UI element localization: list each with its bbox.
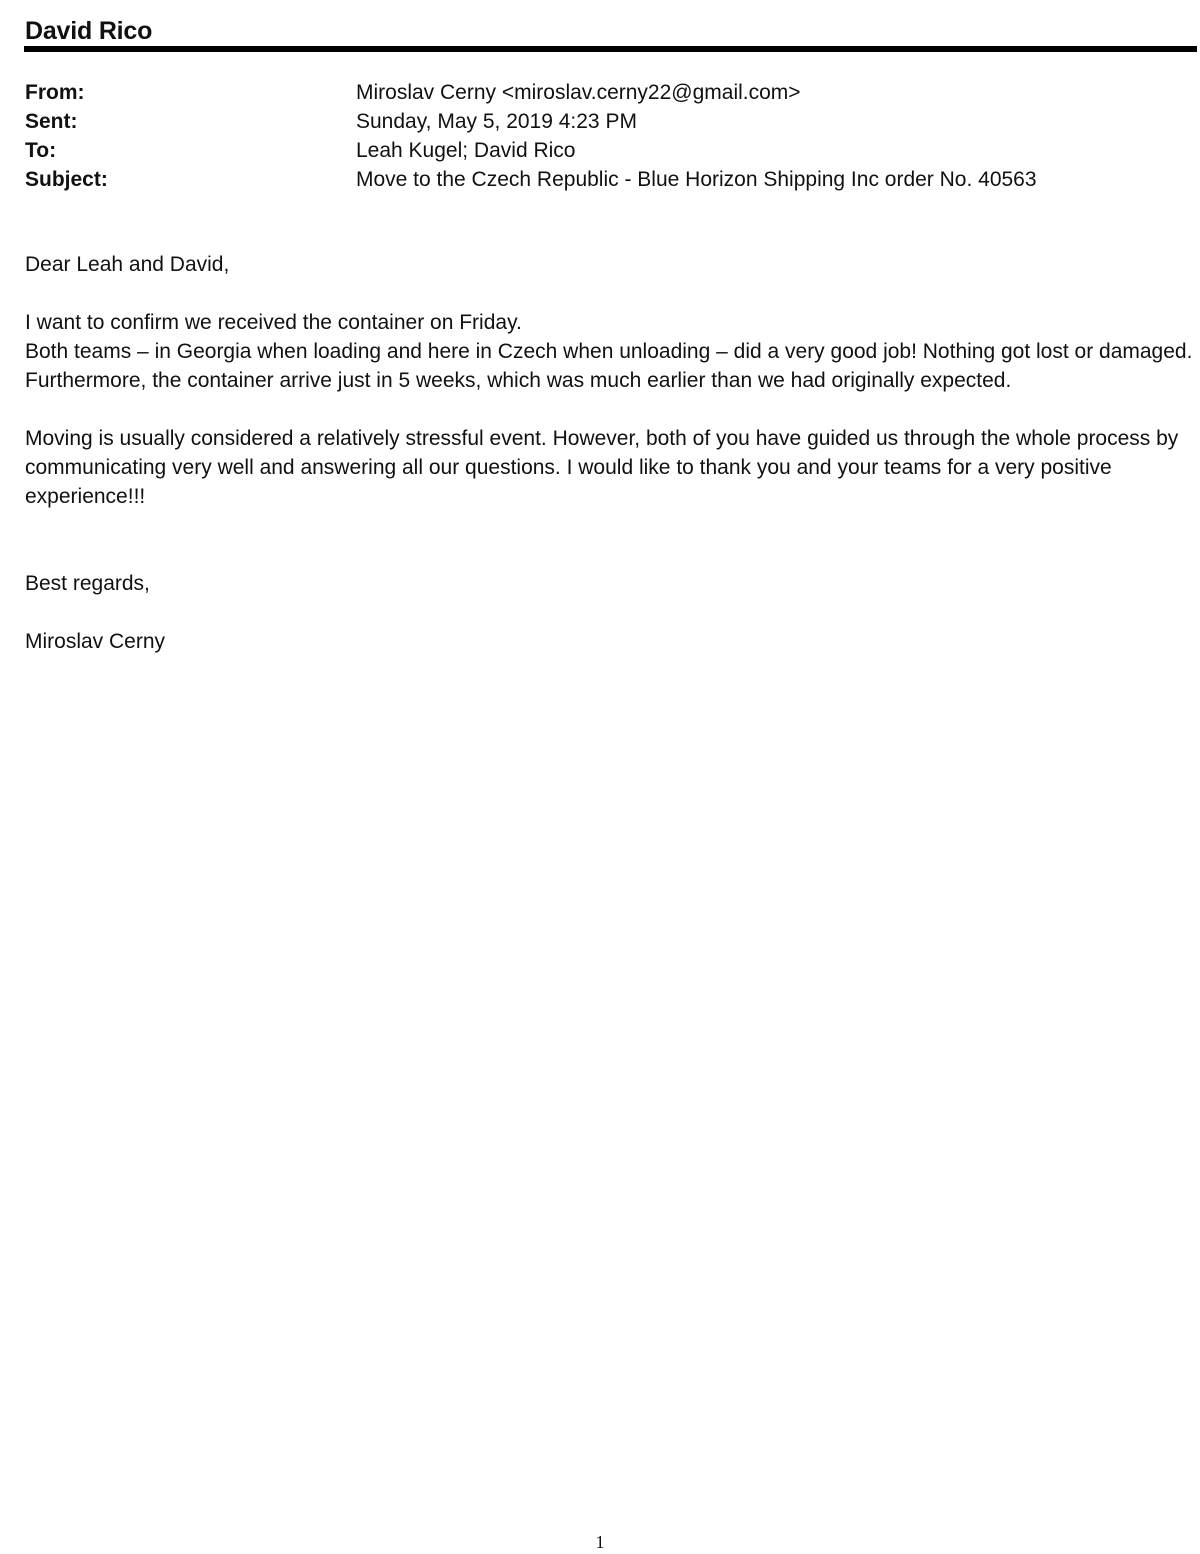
body-paragraph-1-line-1: I want to confirm we received the container on Friday. bbox=[25, 311, 522, 334]
body-paragraph-2: Moving is usually considered a relatively stressful event. However, both of you have guided us through the whole process by communicating very well and answering all our questions. I would like to thank you and your teams for a very positive experience!!! bbox=[25, 427, 1179, 508]
owner-divider bbox=[24, 46, 1197, 52]
from-value: Miroslav Cerny <miroslav.cerny22@gmail.com> bbox=[356, 81, 801, 104]
paragraph-gap bbox=[25, 598, 1195, 627]
paragraph-gap bbox=[25, 279, 1195, 308]
subject-label: Subject: bbox=[25, 168, 108, 191]
signature: Miroslav Cerny bbox=[25, 630, 166, 653]
subject-value: Move to the Czech Republic - Blue Horizon Shipping Inc order No. 40563 bbox=[356, 168, 1037, 191]
sent-value: Sunday, May 5, 2019 4:23 PM bbox=[356, 110, 637, 133]
closing: Best regards, bbox=[25, 572, 150, 595]
to-row bbox=[25, 136, 1175, 165]
from-label: From: bbox=[25, 81, 85, 104]
email-body bbox=[25, 250, 1195, 656]
paragraph-gap bbox=[25, 511, 1195, 569]
from-row bbox=[25, 78, 1175, 107]
page-number: 1 bbox=[595, 1532, 605, 1552]
greeting: Dear Leah and David, bbox=[25, 253, 230, 276]
email-header bbox=[25, 78, 1175, 194]
paragraph-gap bbox=[25, 395, 1195, 424]
subject-row bbox=[25, 165, 1175, 194]
to-value: Leah Kugel; David Rico bbox=[356, 139, 576, 162]
body-paragraph-1-line-2: Both teams – in Georgia when loading and here in Czech when unloading – did a very good job! Nothing got lost or damaged. Furthermore, the container arrive just in 5 weeks, which was much earlier than we had originally expected. bbox=[25, 340, 1193, 392]
sent-label: Sent: bbox=[25, 110, 78, 133]
page-owner-title: David Rico bbox=[25, 17, 153, 45]
to-label: To: bbox=[25, 139, 57, 162]
sent-row bbox=[25, 107, 1175, 136]
